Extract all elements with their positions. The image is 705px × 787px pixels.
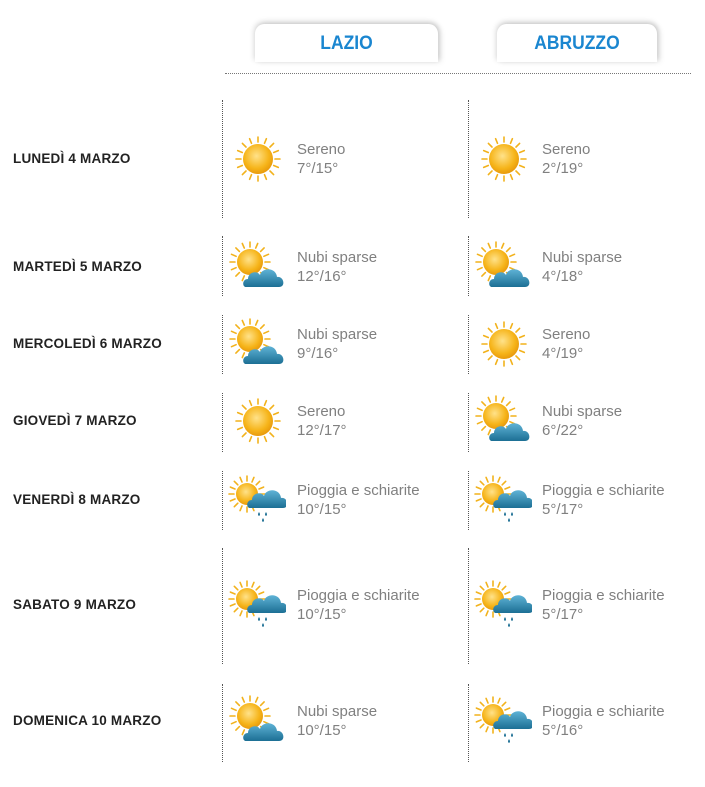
condition-text: Sereno [297,403,346,420]
day-label: LUNEDÌ 4 MARZO [13,151,131,166]
temperature-range: 5°/17° [542,501,584,518]
column-divider [222,471,223,530]
column-divider [222,236,223,296]
condition-text: Sereno [542,141,591,158]
day-label: MARTEDÌ 5 MARZO [13,259,142,274]
column-divider [468,100,469,218]
condition-text: Nubi sparse [297,703,378,720]
column-divider [468,315,469,374]
temperature-range: 2°/19° [542,160,584,177]
column-divider [468,548,469,664]
sun-icon [228,395,286,447]
condition-text: Pioggia e schiarite [542,587,665,604]
temperature-range: 10°/15° [297,722,347,739]
tab-abruzzo[interactable]: ABRUZZO [497,24,657,62]
lazio-forecast [297,402,347,440]
sun-icon [474,318,532,370]
temperature-range: 10°/15° [297,606,347,623]
sun-rain-icon [474,474,532,526]
lazio-forecast [297,325,377,363]
day-label: VENERDÌ 8 MARZO [13,492,141,507]
sun-cloud-icon [474,395,532,447]
condition-text: Nubi sparse [297,326,378,343]
sun-cloud-icon [474,241,532,293]
sun-rain-icon [228,474,286,526]
temperature-range: 5°/17° [542,606,584,623]
column-divider [222,548,223,664]
abruzzo-forecast [542,325,590,363]
lazio-forecast [297,248,377,286]
abruzzo-forecast [542,481,665,519]
header-divider [225,73,691,74]
column-divider [468,471,469,530]
condition-text: Nubi sparse [542,249,623,266]
lazio-forecast [297,702,377,740]
sun-icon [228,133,286,185]
temperature-range: 10°/15° [297,501,347,518]
abruzzo-forecast [542,248,622,286]
condition-text: Sereno [297,141,346,158]
sun-rain-icon [474,695,532,747]
condition-text: Pioggia e schiarite [297,587,420,604]
temperature-range: 9°/16° [297,345,339,362]
column-divider [222,684,223,762]
sun-cloud-icon [228,318,286,370]
condition-text: Pioggia e schiarite [542,482,665,499]
lazio-forecast [297,481,420,519]
sun-rain-icon [474,579,532,631]
sun-cloud-icon [228,695,286,747]
day-label: GIOVEDÌ 7 MARZO [13,413,137,428]
day-label: DOMENICA 10 MARZO [13,713,162,728]
temperature-range: 4°/18° [542,268,584,285]
temperature-range: 12°/17° [297,422,347,439]
lazio-forecast [297,140,345,178]
temperature-range: 5°/16° [542,722,584,739]
sun-rain-icon [228,579,286,631]
day-label: SABATO 9 MARZO [13,597,137,612]
column-divider [222,315,223,374]
condition-text: Nubi sparse [542,403,623,420]
abruzzo-forecast [542,402,622,440]
column-divider [468,236,469,296]
column-divider [222,393,223,452]
condition-text: Pioggia e schiarite [542,703,665,720]
condition-text: Nubi sparse [297,249,378,266]
temperature-range: 7°/15° [297,160,339,177]
condition-text: Pioggia e schiarite [297,482,420,499]
lazio-forecast [297,586,420,624]
tab-lazio[interactable]: LAZIO [255,24,438,62]
abruzzo-forecast [542,702,665,740]
temperature-range: 12°/16° [297,268,347,285]
condition-text: Sereno [542,326,591,343]
abruzzo-forecast [542,586,665,624]
column-divider [468,684,469,762]
temperature-range: 4°/19° [542,345,584,362]
column-divider [468,393,469,452]
sun-icon [474,133,532,185]
abruzzo-forecast [542,140,590,178]
sun-cloud-icon [228,241,286,293]
day-label: MERCOLEDÌ 6 MARZO [13,336,162,351]
temperature-range: 6°/22° [542,422,584,439]
column-divider [222,100,223,218]
